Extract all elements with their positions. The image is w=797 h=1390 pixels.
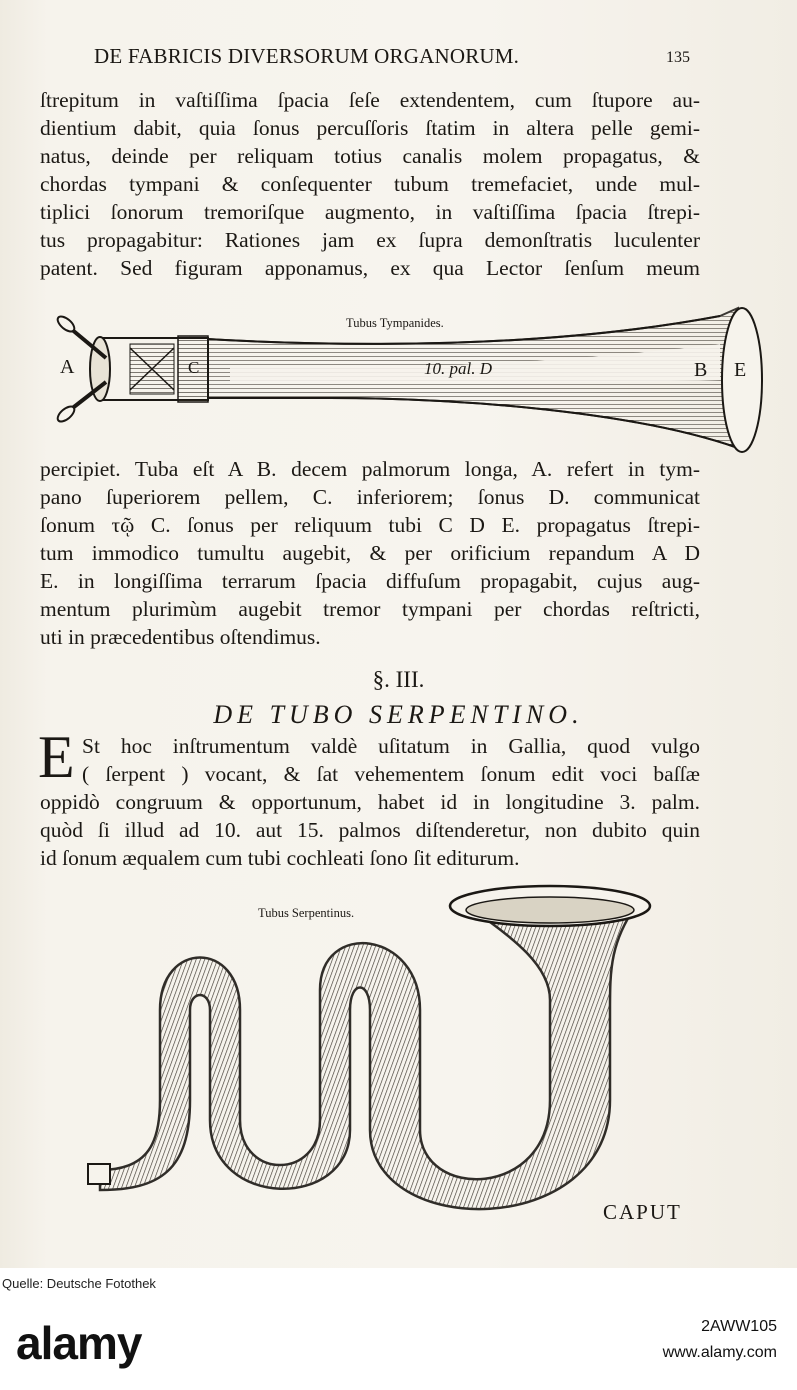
paragraph-1 [40,86,700,282]
paragraph-3-continued [40,788,700,872]
text-line: St hoc inſtrumentum valdè uſitatum in Gallia, quod vulgo [82,734,700,758]
drop-cap: E [38,724,75,790]
text-line: id ſonum æqualem cum tubi cochleati ſono ſit editurum. [40,846,520,870]
text-line: uti in præcedentibus oſtendimus. [40,625,321,649]
text-line: natus, deinde per reliquam totius canalis molem propagatus, & [40,144,700,168]
catchword: CAPUT [603,1200,682,1224]
text-line: percipiet. Tuba eſt A B. decem palmorum longa, A. refert in tym- [40,457,700,481]
text-line: oppidò congruum & opportunum, habet id in longitudine 3. palm. [40,790,700,814]
text-line: tiplici ſonorum tremoriſque augmento, in vaſtiſſima ſpacia ſtrepi- [40,200,700,224]
text-line: mentum plurimùm augebit tremor tympani per chordas reſtricti, [40,597,700,621]
text-line: ſtrepitum in vaſtiſſima ſpacia ſeſe extendentem, cum ſtupore au- [40,88,700,112]
text-line: tum immodico tumultu augebit, & per orificium repandum A D [40,541,700,565]
stock-url[interactable]: www.alamy.com [662,1344,777,1361]
brand-logo: alamy [16,1317,142,1369]
figure-1-label-e: E [734,359,747,381]
text-line: patent. Sed figuram apponamus, ex qua Lector ſenſum meum [40,256,700,280]
tubus-tympanides-illustration [30,300,770,460]
running-head: DE FABRICIS DIVERSORUM ORGANORUM. [94,44,520,68]
tubus-serpentinus-illustration [80,880,680,1250]
image-id: 2AWW105 [701,1318,777,1335]
text-line: tus propagabitur: Rationes jam ex ſupra demonſtratis luculenter [40,228,700,252]
figure-1-label-a: A [60,356,75,378]
text-line: ( ſerpent ) vocant, & ſat vehementem ſonum edit voci baſſæ [82,762,700,786]
text-line: ſonum τῷ C. ſonus per reliquum tubi C D E. propagatus ſtrepi- [40,513,700,537]
source-note: Quelle: Deutsche Fotothek [2,1276,156,1291]
page-number: 135 [666,49,690,66]
paragraph-2 [40,455,700,651]
text-line: dientium dabit, quia ſonus percuſſoris ſtatim in altera pelle gemi- [40,116,700,140]
text-line: quòd ſi illud ad 10. aut 15. palmos diſtenderetur, non dubito quin [40,818,700,842]
section-number: §. III. [372,667,425,692]
figure-1-label-c: C [188,358,200,377]
text-line: chordas tympani & conſequenter tubum tremefaciet, unde mul- [40,172,700,196]
paragraph-3 [82,732,700,788]
figure-1-caption: Tubus Tympanides. [346,316,444,330]
figure-1-label-b: B [694,359,708,381]
text-line: E. in longiſſima terrarum ſpacia diffuſum propagabit, cujus aug- [40,569,700,593]
section-title: DE TUBO SERPENTINO. [213,700,584,729]
figure-2-caption: Tubus Serpentinus. [258,906,355,920]
figure-1-label-d: 10. pal. D [424,359,492,378]
text-line: pano ſuperiorem pellem, C. inferiorem; ſonus D. communicat [40,485,700,509]
